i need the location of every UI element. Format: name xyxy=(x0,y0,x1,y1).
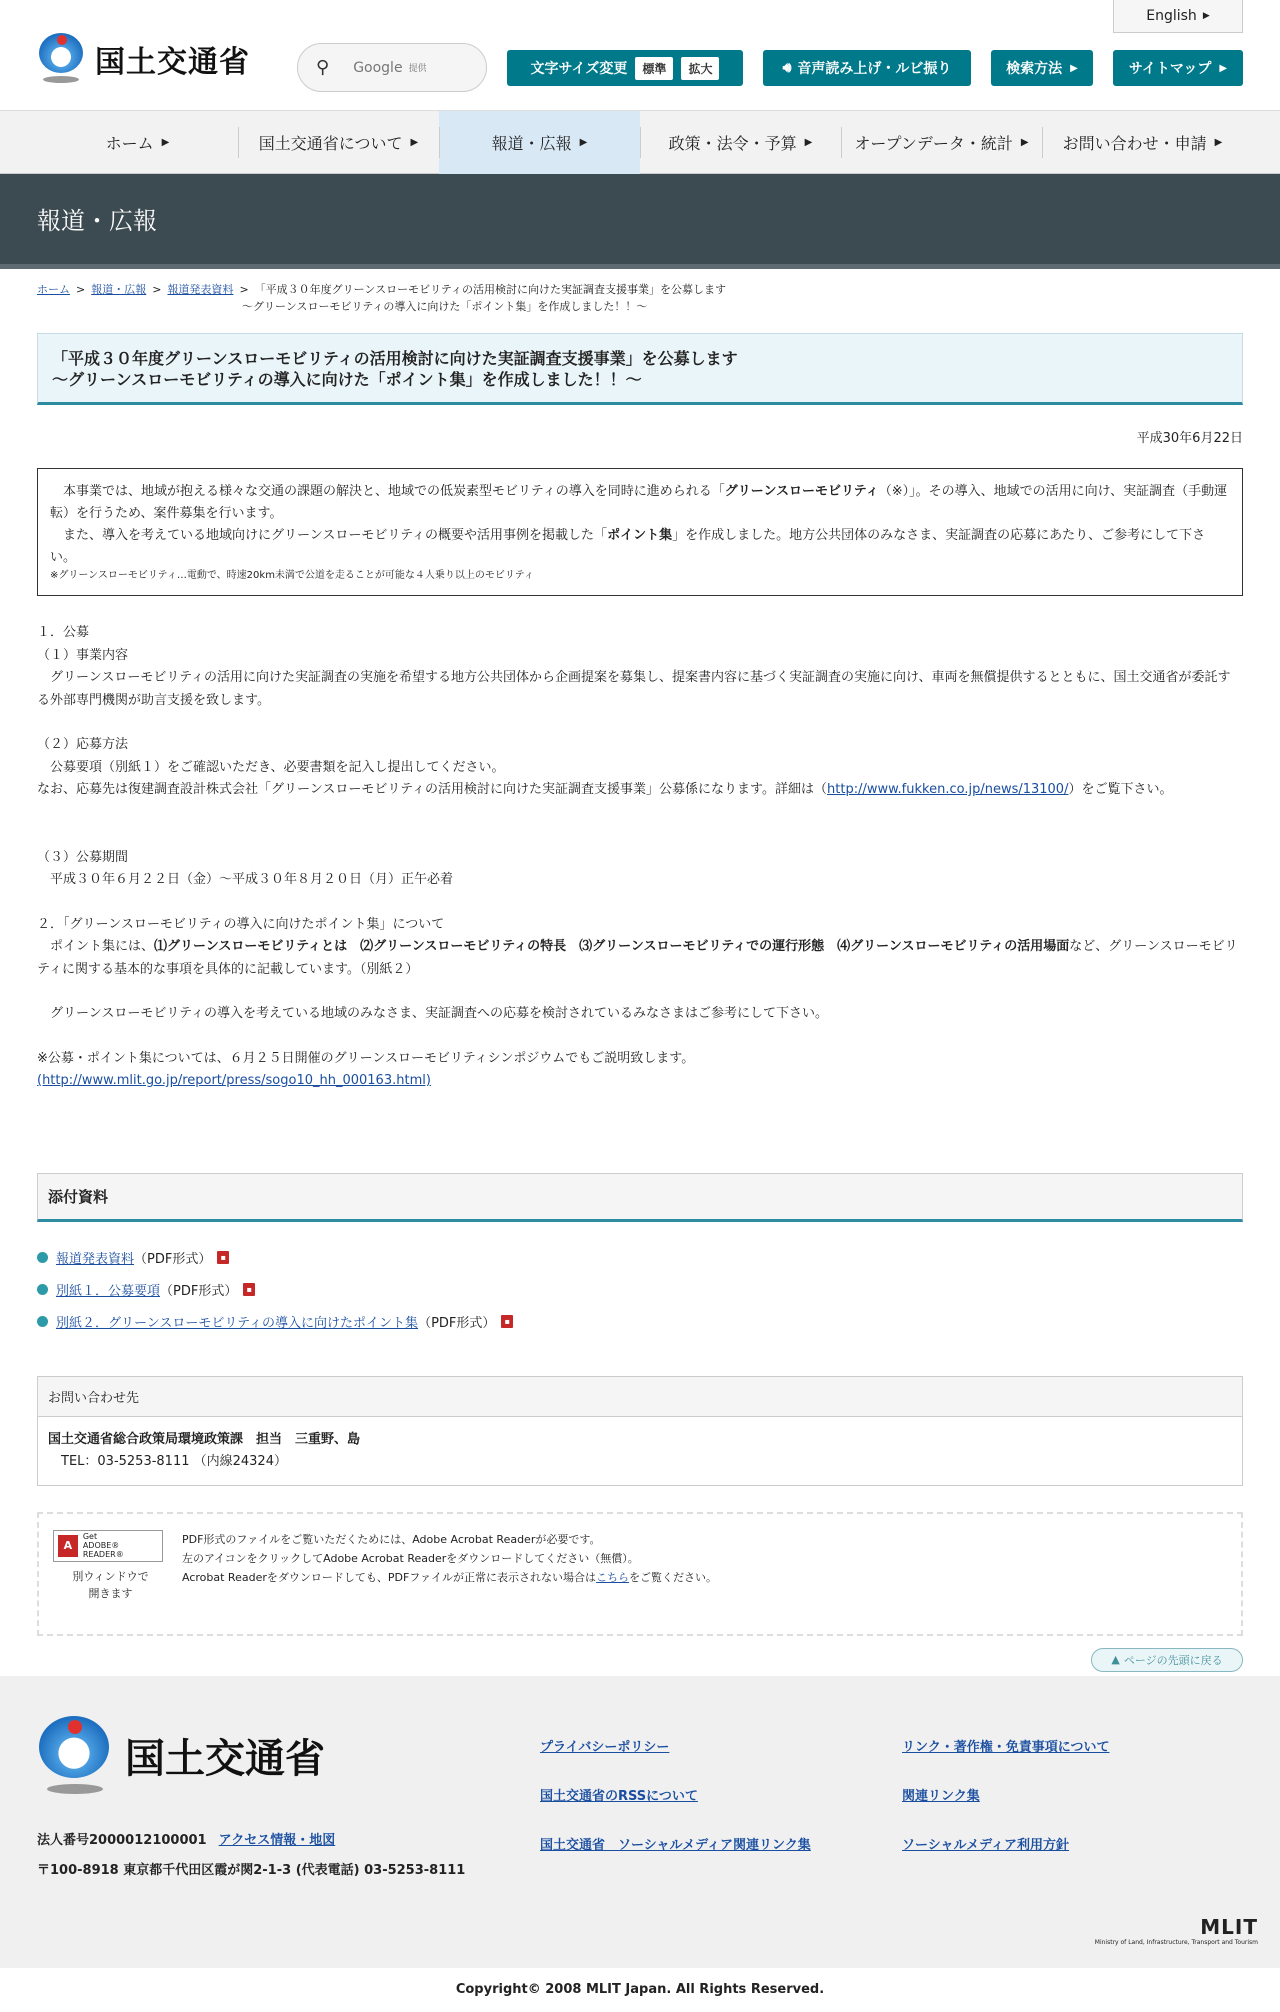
provided-label: 提供 xyxy=(408,64,427,74)
mlit-logo-icon xyxy=(37,33,85,85)
attachments-heading: 添付資料 xyxy=(37,1173,1243,1222)
breadcrumb-current-line2: ～グリーンスローモビリティの導入に向けた「ポイント集」を作成しました！！～ xyxy=(242,300,648,313)
footer-link[interactable]: 関連リンク集 xyxy=(902,1788,980,1804)
summary-note: ※グリーンスローモビリティ…電動で、時速20km未満で公道を走ることが可能な４人乗り以上のモビリティ xyxy=(50,570,534,581)
arrow-right-icon: ▶ xyxy=(804,137,813,148)
search-icon[interactable]: ⚲ xyxy=(316,57,330,78)
arrow-right-icon: ▶ xyxy=(579,137,588,148)
attachment-link[interactable]: 報道発表資料 xyxy=(56,1252,135,1267)
breadcrumb-press[interactable]: 報道・広報 xyxy=(91,283,147,296)
site-header xyxy=(0,0,1280,111)
copyright: Copyright© 2008 MLIT Japan. All Rights Reserved. xyxy=(455,1981,825,1997)
pdf-icon: ▪ xyxy=(217,1251,229,1264)
section-band xyxy=(0,174,1280,269)
back-to-top-button[interactable]: ▲ ページの先頭に戻る xyxy=(1091,1648,1243,1672)
voice-button[interactable]: 🔊︎ 音声読み上げ・ルビ振り xyxy=(763,50,971,86)
breadcrumb: ホーム > 報道・広報 > 報道発表資料 > 「平成３０年度グリーンスローモビリティの活用検討に向けた実証調査支援事業」を公募します ～グリーンスローモビリティの導入に向けた「ポイント集」を作成しました！！～ xyxy=(37,269,1243,315)
attachments-list xyxy=(37,1242,1243,1338)
bullet-icon xyxy=(37,1284,48,1295)
speaker-icon: 🔊︎ xyxy=(782,60,792,76)
up-circle-icon: ▲ xyxy=(1111,1653,1120,1666)
pdf-icon: ▪ xyxy=(243,1283,255,1296)
footer-link[interactable]: 国土交通省のRSSについて xyxy=(540,1788,698,1804)
page-title: 「平成３０年度グリーンスローモビリティの活用検討に向けた実証調査支援事業」を公募します ～グリーンスローモビリティの導入に向けた「ポイント集」を作成しました！！～ xyxy=(37,333,1243,405)
contact-box xyxy=(37,1376,1243,1486)
arrow-right-icon: ▶ xyxy=(161,137,170,148)
search-input[interactable] xyxy=(297,43,487,92)
attachment-link[interactable]: 別紙１．公募要項 xyxy=(56,1284,161,1299)
english-button[interactable]: English ▶ xyxy=(1113,0,1243,33)
font-large-button[interactable]: 拡大 xyxy=(681,57,719,80)
acrobat-icon: A xyxy=(58,1535,78,1557)
corporate-number: 法人番号2000012100001 xyxy=(37,1832,207,1848)
attachment-item: 別紙２．グリーンスローモビリティの導入に向けたポイント集 （PDF形式） ▪ xyxy=(37,1306,1243,1338)
arrow-right-icon: ▶ xyxy=(410,137,419,148)
contact-dept: 国土交通省総合政策局環境政策課 担当 三重野、島 xyxy=(48,1431,361,1447)
attachment-item: 別紙１．公募要項 （PDF形式） ▪ xyxy=(37,1274,1243,1306)
sitemap-button[interactable]: サイトマップ ▶ xyxy=(1113,50,1243,86)
breadcrumb-current: 「平成３０年度グリーンスローモビリティの活用検討に向けた実証調査支援事業」を公募します xyxy=(254,283,727,296)
site-footer xyxy=(0,1676,1280,1968)
contact-tel: TEL：03-5253-8111 （内線24324） xyxy=(48,1453,287,1469)
contact-heading: お問い合わせ先 xyxy=(38,1377,1242,1417)
breadcrumb-home[interactable]: ホーム xyxy=(37,283,70,296)
access-link[interactable]: アクセス情報・地図 xyxy=(218,1832,336,1848)
global-nav xyxy=(0,111,1280,174)
footer-link[interactable]: プライバシーポリシー xyxy=(540,1739,670,1755)
arrow-right-icon: ▶ xyxy=(1214,137,1223,148)
attachment-item: 報道発表資料 （PDF形式） ▪ xyxy=(37,1242,1243,1274)
font-size-control: 文字サイズ変更 標準 拡大 xyxy=(507,50,743,86)
footer-links xyxy=(540,1736,1200,1853)
mlit-wordmark: MLIT Ministry of Land, Infrastructure, Transport and Tourism xyxy=(1094,1914,1258,1946)
footer-address: 〒100-8918 東京都千代田区霞が関2-1-3 (代表電話) 03-5253-8111 xyxy=(37,1862,466,1878)
pdf-icon: ▪ xyxy=(501,1315,513,1328)
nav-item[interactable]: お問い合わせ・申請 ▶ xyxy=(1042,111,1243,174)
release-date: 平成30年6月22日 xyxy=(1136,431,1243,446)
font-standard-button[interactable]: 標準 xyxy=(635,57,673,80)
site-logo[interactable] xyxy=(37,33,250,85)
adobe-reader-button[interactable]: A Get ADOBE® READER® xyxy=(53,1530,163,1562)
bullet-icon xyxy=(37,1316,48,1327)
summary-box: 本事業では、地域が抱える様々な交通の課題の解決と、地域での低炭素型モビリティの導入を同時に進められる「グリーンスローモビリティ（※）」。その導入、地域での活用に向け、実証調査（手動運転）を行うため、案件募集を行います。 また、導入を考えている地域向けにグリーンスローモビリティの概要や活用事例を掲載した「ポイント集」を作成しました。地方公共団体のみなさま、実証調査の応募にあたり、ご参考にして下さい。 ※グリーンスローモビリティ…電動で、時速20km未満で公道を走ることが可能な４人乗り以上のモビリティ xyxy=(37,468,1243,596)
nav-item[interactable]: ホーム ▶ xyxy=(105,134,170,153)
site-name: 国土交通省 xyxy=(95,45,250,80)
pdf-notice: A Get ADOBE® READER® 別ウィンドウで 開きます PDF形式のファイルをご覧いただくためには、Adobe Acrobat Readerが必要です。 左のアイコンをクリックしてAdobe Acrobat Readerをダウンロードしてください（無償）。 Acrobat Readerをダウンロードしても、PDFファイルが正常に表示されない場合はこちらをご覧ください。 xyxy=(37,1512,1243,1636)
arrow-right-icon: ▶ xyxy=(1020,137,1029,148)
mlit-logo-icon xyxy=(37,1716,111,1796)
footer-link[interactable]: 国土交通省 ソーシャルメディア関連リンク集 xyxy=(540,1837,811,1853)
section-title: 報道・広報 xyxy=(37,207,157,235)
symposium-link[interactable]: (http://www.mlit.go.jp/report/press/sogo10_hh_000163.html) xyxy=(37,1073,431,1088)
breadcrumb-release[interactable]: 報道発表資料 xyxy=(167,283,234,296)
bullet-icon xyxy=(37,1252,48,1263)
search-method-button[interactable]: 検索方法 ▶ xyxy=(991,50,1093,86)
nav-item[interactable]: オープンデータ・統計 ▶ xyxy=(841,111,1042,174)
footer-link[interactable]: リンク・著作権・免責事項について xyxy=(902,1739,1110,1755)
article-body: １．公募 （１）事業内容 グリーンスローモビリティの活用に向けた実証調査の実施を希望する地方公共団体から企画提案を募集し、提案書内容に基づく実証調査の実施に向け、車両を無償提供するとともに、国土交通省が委託する外部専門機関が助言支援を致します。 （２）応募方法 公募要項（別紙１）をご確認いただき、必要書類を記入し提出してください。 なお、応募先は復建調査設計株式会社「グリーンスローモビリティの活用検討に向けた実証調査支援事業」公募係になります。詳細は（http://www.fukken.co.jp/news/13100/）をご覧下さい。 （３）公募期間 平成３０年６月２２日（金）～平成３０年８月２０日（月）正午必着 ２．「グリーンスローモビリティの導入に向けたポイント集」について ポイント集には、⑴グリーンスローモビリティとは ⑵グリーンスローモビリティの特長 ⑶グリーンスローモビリティでの運行形態 ⑷グリーンスローモビリティの活用場面など、グリーンスローモビリティに関する基本的な事項を具体的に記載しています。（別紙２） グリーンスローモビリティの導入を考えている地域のみなさま、実証調査への応募を検討されているみなさまはご参考にして下さい。 ※公募・ポイント集については、６月２５日開催のグリーンスローモビリティシンポジウムでもご説明致します。 (http://www.mlit.go.jp/report/press/sogo10_hh_000163.html) xyxy=(37,625,1238,1088)
attachment-link[interactable]: 別紙２．グリーンスローモビリティの導入に向けたポイント集 xyxy=(56,1316,419,1331)
nav-item[interactable]: 報道・広報 ▶ xyxy=(439,111,640,174)
nav-item[interactable]: 政策・法令・予算 ▶ xyxy=(640,111,841,174)
google-label: Google xyxy=(353,59,403,76)
pdf-help-link[interactable]: こちら xyxy=(596,1570,630,1584)
nav-item[interactable]: 国土交通省について ▶ xyxy=(238,111,439,174)
fukken-link[interactable]: http://www.fukken.co.jp/news/13100/ xyxy=(827,782,1069,797)
footer-link[interactable]: ソーシャルメディア利用方針 xyxy=(902,1837,1070,1853)
footer-logo[interactable]: 国土交通省 xyxy=(37,1716,325,1796)
